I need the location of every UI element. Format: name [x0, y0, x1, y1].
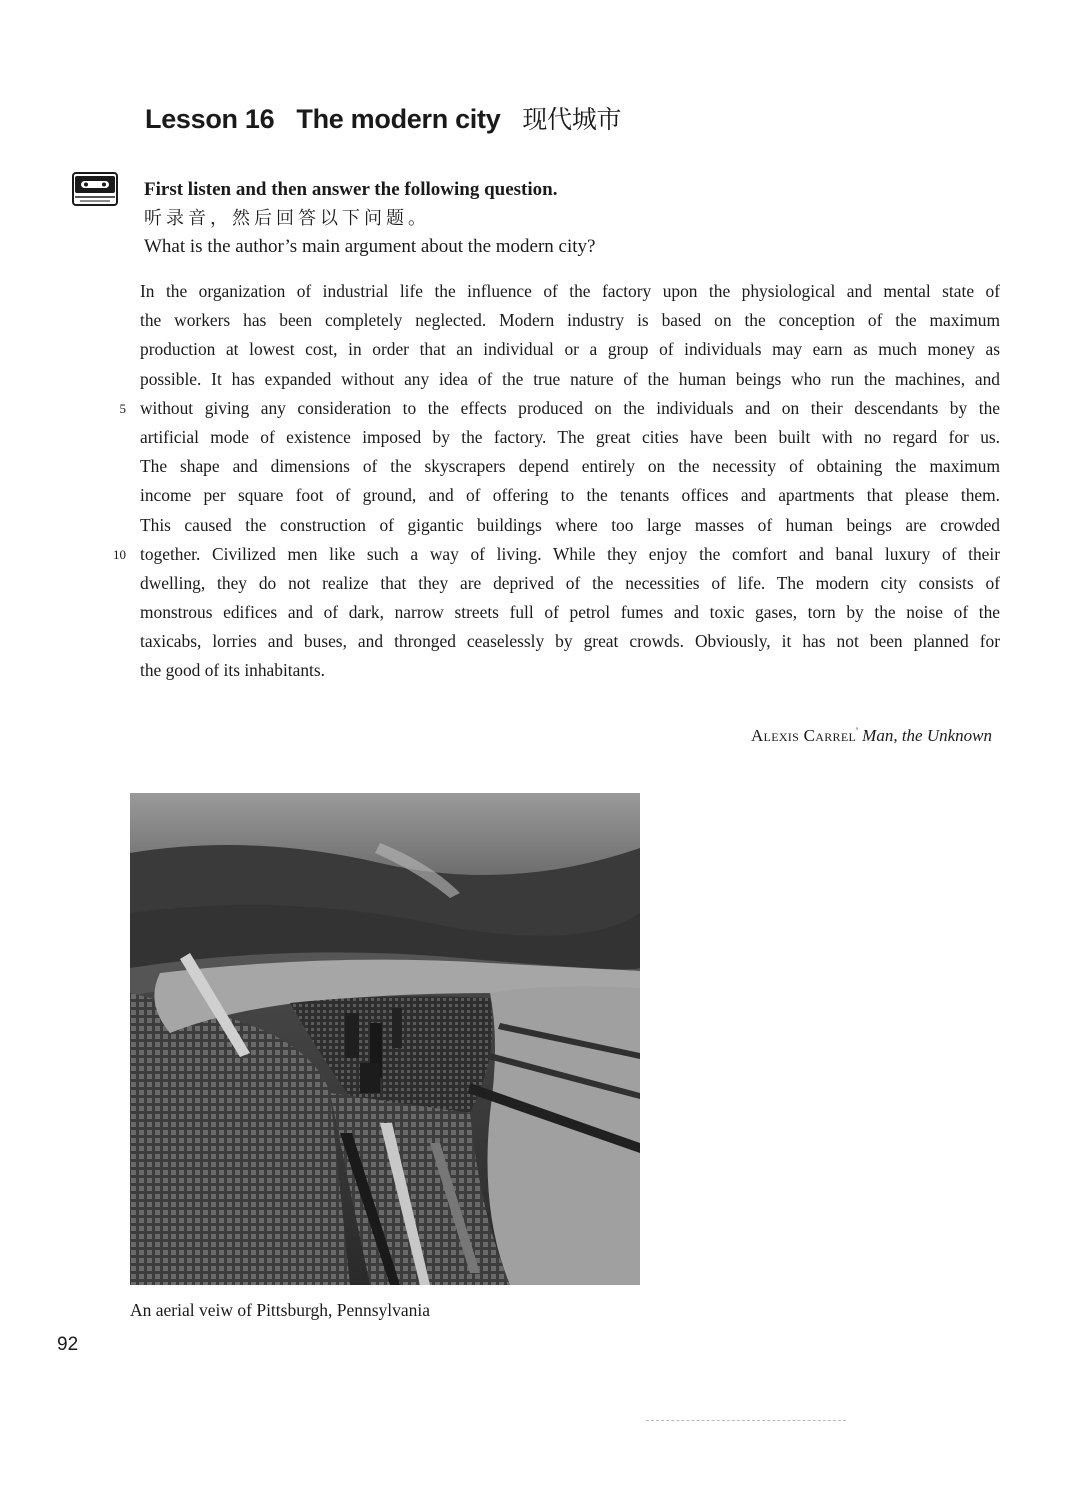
- passage-line: without giving any consideration to the effects produced on the individuals and on their descendants by the: [140, 397, 1000, 418]
- aerial-photo-pittsburgh: [130, 793, 640, 1285]
- passage-line: possible. It has expanded without any idea of the true nature of the human beings who run the machines, and: [140, 368, 1000, 389]
- footnote-mark: ': [856, 726, 858, 738]
- aerial-photo-drawing: [130, 793, 640, 1285]
- attribution-work: Man, the Unknown: [862, 726, 992, 745]
- passage-line: together. Civilized men like such a way of living. While they enjoy the comfort and banal luxury of their: [140, 543, 1000, 564]
- passage-line: In the organization of industrial life the influence of the factory upon the physiological and mental state of: [140, 281, 1000, 301]
- passage-line: dwelling, they do not realize that they are deprived of the necessities of life. The modern city consists of: [140, 572, 1000, 593]
- passage-line: income per square foot of ground, and of offering to the tenants offices and apartments that please them.: [140, 485, 1000, 506]
- reading-passage: [113, 277, 1000, 686]
- passage-line: taxicabs, lorries and buses, and thronged ceaselessly by great crowds. Obviously, it has not been planned for: [140, 631, 1000, 652]
- page-number: 92: [57, 1334, 79, 1355]
- instruction-prompt: First listen and then answer the following question.: [144, 179, 558, 200]
- passage-line: the workers has been completely neglected. Modern industry is based on the conception of the maximum: [140, 310, 1000, 331]
- figure-caption: An aerial veiw of Pittsburgh, Pennsylvania: [130, 1300, 431, 1320]
- passage-line: the good of its inhabitants.: [140, 660, 325, 681]
- instruction-question: What is the author’s main argument about the modern city?: [144, 236, 596, 257]
- cassette-tape-icon: [72, 172, 118, 206]
- passage-line: The shape and dimensions of the skyscrapers depend entirely on the necessity of obtaining the maximum: [140, 456, 1000, 477]
- lesson-title-cn: 现代城市: [522, 106, 622, 134]
- lesson-label: Lesson 16: [145, 104, 275, 134]
- attribution-author: Alexis Carrel: [750, 726, 857, 745]
- line-number: 5: [119, 400, 126, 416]
- listening-instructions: [144, 176, 844, 262]
- attribution: [751, 726, 992, 746]
- scan-smudge: [646, 1420, 846, 1422]
- passage-line-10: [113, 540, 1000, 569]
- line-number: 10: [113, 546, 126, 562]
- lesson-title-text: The modern city: [296, 104, 501, 134]
- passage-line: monstrous edifices and of dark, narrow streets full of petrol fumes and toxic gases, torn by the noise of the: [140, 602, 1000, 623]
- passage-line: artificial mode of existence imposed by the factory. The great cities have been built with no regard for us.: [140, 426, 1000, 447]
- lesson-title: [145, 100, 621, 136]
- passage-line-5: [119, 394, 1000, 423]
- instruction-prompt-cn: 听录音，然后回答以下问题。: [144, 208, 430, 228]
- passage-line: This caused the construction of gigantic buildings where too large masses of human beings are crowded: [140, 514, 1000, 535]
- passage-line: production at lowest cost, in order that an individual or a group of individuals may earn as much money as: [140, 339, 1000, 360]
